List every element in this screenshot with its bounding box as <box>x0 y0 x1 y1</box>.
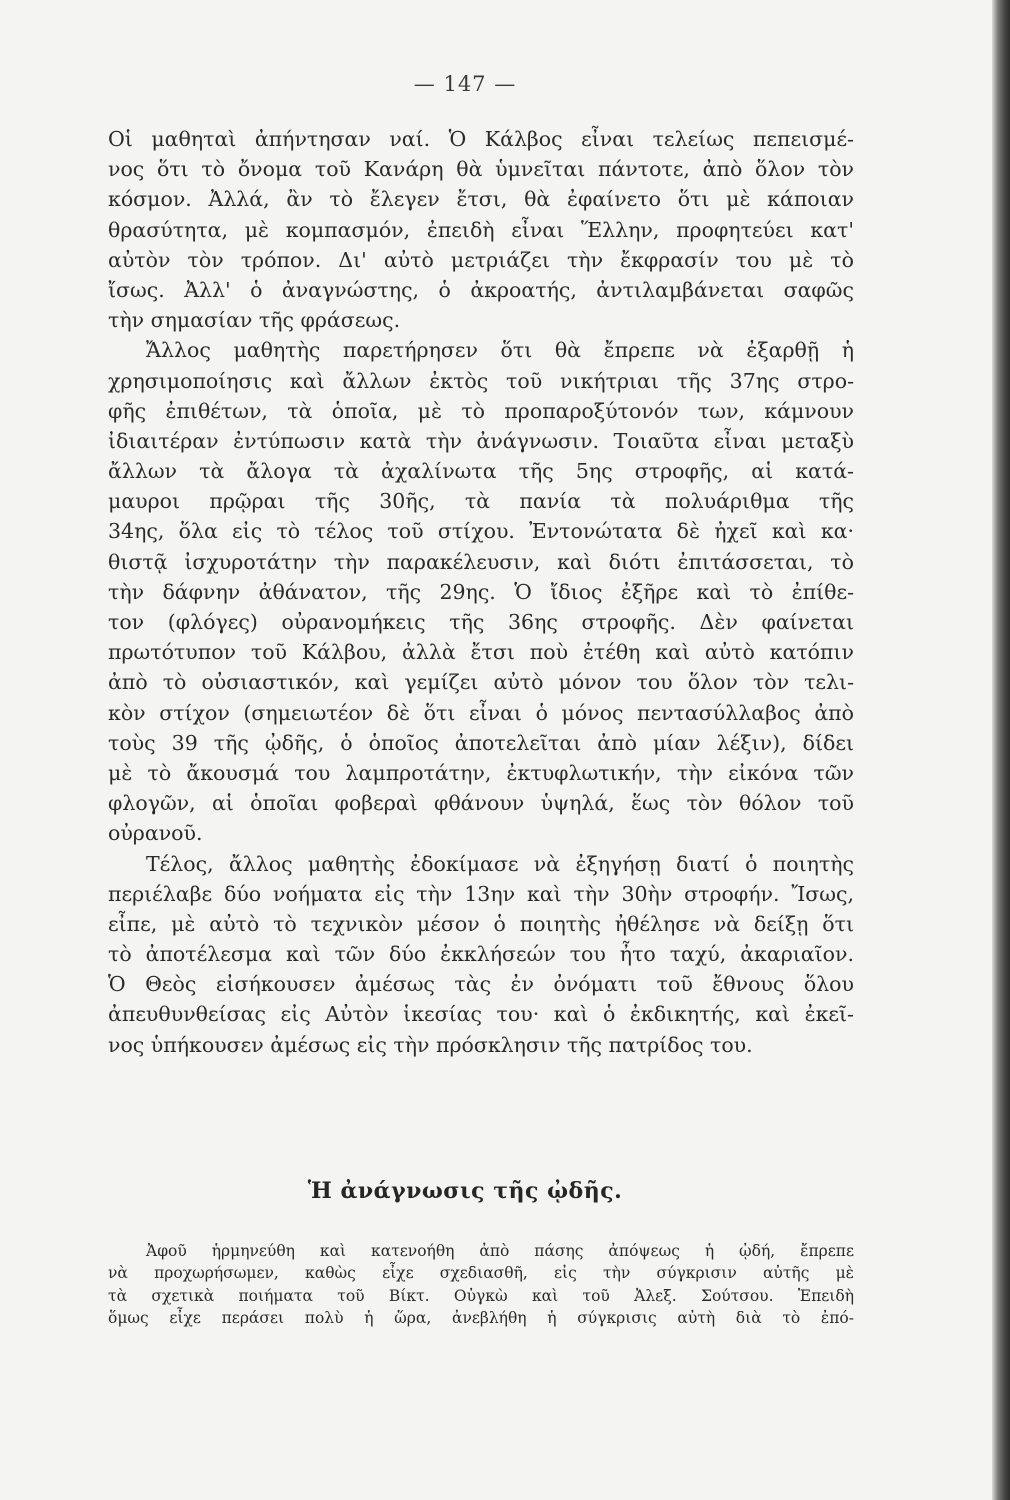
text-line: αὐτὸν τὸν τρόπον. Δι' αὐτὸ μετριάζει τὴν ἔκφρασίν του μὲ τὸ <box>108 247 854 272</box>
text-line: μαυροι πρῷραι τῆς 30ῆς, τὰ πανία τὰ πολυάριθμα τῆς <box>108 489 854 514</box>
text-line: χρησιμοποίησις καὶ ἄλλων ἐκτὸς τοῦ νικήτριαι τῆς 37ης στρο- <box>108 368 854 393</box>
text-line: Τέλος, ἄλλος μαθητὴς ἐδοκίμασε νὰ ἐξηγήσῃ διατί ὁ ποιητὴς <box>146 851 854 876</box>
small-text-line: Ἀφοῦ ἡρμηνεύθη καὶ κατενοήθη ἀπὸ πάσης ἀπόψεως ἡ ᾠδή, ἔπρεπε <box>146 1242 854 1260</box>
small-text-block <box>108 1240 854 1329</box>
text-line: ἴσως. Ἀλλ' ὁ ἀναγνώστης, ὁ ἀκροατής, ἀντιλαμβάνεται σαφῶς <box>108 277 854 302</box>
text-line: περιέλαβε δύο νοήματα εἰς τὴν 13ην καὶ τὴν 30ὴν στροφήν. Ἴσως, <box>108 881 854 906</box>
text-line: τοὺς 39 τῆς ᾠδῆς, ὁ ὁποῖος ἀποτελεῖται ἀπὸ μίαν λέξιν), δίδει <box>108 730 854 755</box>
text-line: Ἄλλος μαθητὴς παρετήρησεν ὅτι θὰ ἔπρεπε νὰ ἐξαρθῇ ἡ <box>146 338 854 363</box>
small-text-line: τὰ σχετικὰ ποιήματα τοῦ Βίκτ. Οὐγκὼ καὶ τοῦ Ἀλεξ. Σούτσου. Ἐπειδὴ <box>108 1286 854 1305</box>
page-number: — 147 — <box>413 72 517 96</box>
text-line: 34ης, ὅλα εἰς τὸ τέλος τοῦ στίχου. Ἐντονώτατα δὲ ἠχεῖ καὶ κα· <box>108 519 854 544</box>
section-heading: Ἡ ἀνάγνωσις τῆς ᾠδῆς. <box>307 1178 623 1204</box>
text-line: ἀπευθυνθείσας εἰς Αὐτὸν ἱκεσίας του· καὶ ὁ ἐκδικητής, καὶ ἐκεῖ- <box>108 1002 854 1027</box>
text-line: πρωτότυπον τοῦ Κάλβου, ἀλλὰ ἔτσι ποὺ ἐτέθη καὶ αὐτὸ κατόπιν <box>108 640 854 665</box>
small-text-line: ὅμως εἶχε περάσει πολὺ ἡ ὥρα, ἀνεβλήθη ἡ σύγκρισις αὐτὴ διὰ τὸ ἐπό- <box>108 1308 854 1327</box>
scan-dark-edge <box>992 0 1010 1500</box>
text-line: νος ὅτι τὸ ὄνομα τοῦ Κανάρη θὰ ὑμνεῖται πάντοτε, ἀπὸ ὅλον τὸν <box>108 157 854 182</box>
text-line: ἰδιαιτέραν ἐντύπωσιν κατὰ τὴν ἀνάγνωσιν. Τοιαῦτα εἶναι μεταξὺ <box>108 428 854 453</box>
text-line: τον (φλόγες) οὐρανομήκεις τῆς 36ης στροφῆς. Δὲν φαίνεται <box>108 610 854 634</box>
text-line: θιστᾷ ἰσχυροτάτην τὴν παρακέλευσιν, καὶ διότι ἐπιτάσσεται, τὸ <box>108 549 854 574</box>
text-line: ἀπὸ τὸ οὐσιαστικόν, καὶ γεμίζει αὐτὸ μόνον του ὅλον τὸν τελι- <box>108 670 854 695</box>
text-line: μὲ τὸ ἄκουσμά του λαμπροτάτην, ἐκτυφλωτικήν, τὴν εἰκόνα τῶν <box>108 760 854 785</box>
text-line: Οἱ μαθηταὶ ἀπήντησαν ναί. Ὁ Κάλβος εἶναι τελείως πεπεισμέ- <box>108 127 854 151</box>
text-line: τὴν σημασίαν τῆς φράσεως. <box>108 308 401 333</box>
text-line: κὸν στίχον (σημειωτέον δὲ ὅτι εἶναι ὁ μόνος πεντασύλλαβος ἀπὸ <box>108 700 854 725</box>
text-line: θρασύτητα, μὲ κομπασμόν, ἐπειδὴ εἶναι Ἕλλην, προφητεύει κατ' <box>108 217 854 242</box>
text-line: οὐρανοῦ. <box>108 821 203 846</box>
text-line: φλογῶν, αἱ ὁποῖαι φοβεραὶ φθάνουν ὑψηλά, ἕως τὸν θόλον τοῦ <box>108 791 854 816</box>
small-text-line: νὰ προχωρήσωμεν, καθὼς εἶχε σχεδιασθῆ, εἰς τὴν σύγκρισιν αὐτῆς μὲ <box>108 1264 854 1283</box>
text-line: Ὁ Θεὸς εἰσήκουσεν ἀμέσως τὰς ἐν ὀνόματι τοῦ ἔθνους ὅλου <box>108 972 854 997</box>
text-line: κόσμον. Ἀλλά, ἂν τὸ ἔλεγεν ἔτσι, θὰ ἐφαίνετο ὅτι μὲ κάποιαν <box>108 187 854 212</box>
text-line: νος ὑπήκουσεν ἀμέσως εἰς τὴν πρόσκλησιν τῆς πατρίδος του. <box>108 1032 753 1057</box>
text-line: τὸ ἀποτέλεσμα καὶ τῶν δύο ἐκκλήσεών του ἦτο ταχύ, ἀκαριαῖον. <box>108 942 854 967</box>
text-line: τὴν δάφνην ἀθάνατον, τῆς 29ης. Ὁ ἴδιος ἐξῆρε καὶ τὸ ἐπίθε- <box>108 579 854 604</box>
text-line: φῆς ἐπιθέτων, τὰ ὁποῖα, μὲ τὸ προπαροξύτονόν των, κάμνουν <box>108 398 854 423</box>
text-line: ἄλλων τὰ ἄλογα τὰ ἀχαλίνωτα τῆς 5ης στροφῆς, αἱ κατά- <box>108 459 854 484</box>
main-text-block <box>108 124 854 1060</box>
text-line: εἶπε, μὲ αὐτὸ τὸ τεχνικὸν μέσον ὁ ποιητὴς ἠθέλησε νὰ δείξῃ ὅτι <box>108 911 854 936</box>
